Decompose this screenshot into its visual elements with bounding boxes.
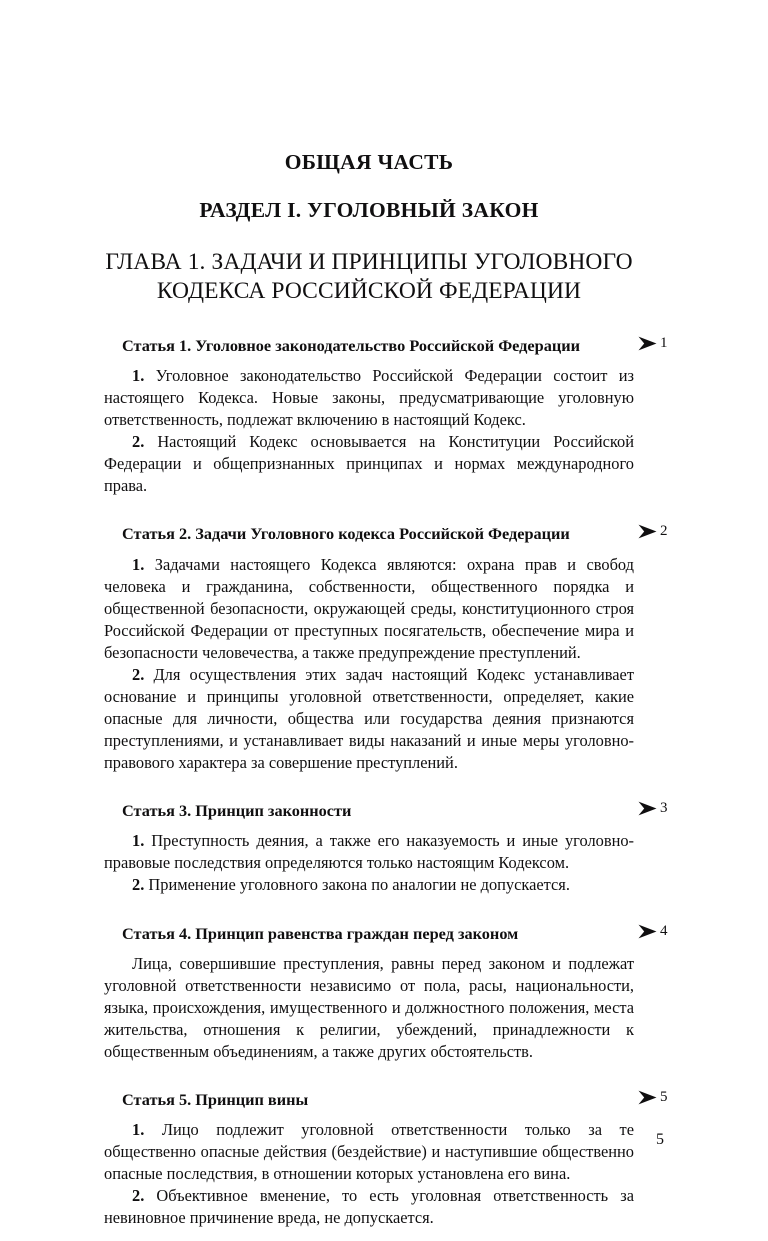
article-block	[104, 922, 668, 1063]
right-arrowhead-icon	[638, 524, 657, 539]
paragraph-text: Лицо подлежит уголовной ответственности только за те общественно опасные действия (бездействие) и наступившие общественно опасные последствия, в отношении которых установлена его вина.	[104, 1120, 634, 1184]
marker-number: 1	[660, 334, 668, 351]
paragraph-number: 1.	[132, 554, 145, 574]
paragraph-number: 2.	[132, 432, 145, 452]
article-paragraph	[104, 874, 634, 896]
article-heading: Статья 4. Принцип равенства граждан перед законом	[122, 923, 519, 943]
article-heading: Статья 1. Уголовное законодательство Российской Федерации	[122, 335, 580, 355]
part-heading: ОБЩАЯ ЧАСТЬ	[284, 150, 454, 174]
article-heading: Статья 5. Принцип вины	[122, 1090, 309, 1109]
paragraph-text: Преступность деяния, а также его наказуемость и иные уголовно-правовые последствия определяются только настоящим Кодексом.	[104, 831, 634, 873]
paragraph-number: 1.	[132, 1120, 145, 1140]
marker-number: 2	[660, 523, 668, 540]
article-heading: Статья 2. Задачи Уголовного кодекса Российской Федерации	[122, 524, 570, 544]
article-paragraph	[104, 554, 634, 664]
text-column	[104, 0, 668, 1229]
paragraph-text: Уголовное законодательство Российской Федерации состоит из настоящего Кодекса. Новые законы, предусматривающие уголовную ответственность, подлежат включению в настоящий Кодекс.	[104, 365, 634, 430]
marker-number: 4	[660, 922, 668, 939]
chapter-heading-line1: ГЛАВА 1. ЗАДАЧИ И ПРИНЦИПЫ УГОЛОВНОГО	[105, 248, 633, 275]
right-arrowhead-icon	[638, 924, 657, 939]
paragraph-number: 2.	[132, 875, 145, 895]
margin-marker	[638, 336, 698, 351]
right-arrowhead-icon	[638, 801, 657, 816]
chapter-heading-line2: КОДЕКСА РОССИЙСКОЙ ФЕДЕРАЦИИ	[156, 278, 582, 305]
margin-marker	[638, 1090, 698, 1105]
chapter-heading	[96, 224, 642, 307]
paragraph-text: Лица, совершившие преступления, равны перед законом и подлежат уголовной ответственности независимо от пола, расы, национальности, языка, происхождения, имущественного и должностного положения, места жительства, отношения к религии, убеждений, принадлежности к общественным объединениям, а также других обстоятельств.	[104, 953, 634, 1061]
page-number: 5	[656, 1131, 664, 1148]
paragraph-text: Применение уголовного закона по аналогии не допускается.	[148, 875, 570, 895]
right-arrowhead-icon	[638, 1090, 657, 1105]
article-heading: Статья 3. Принцип законности	[122, 801, 352, 821]
paragraph-text: Настоящий Кодекс основывается на Конституции Российской Федерации и общепризнанных принципах и нормах международного права.	[104, 432, 634, 496]
right-arrowhead-icon	[638, 336, 657, 351]
paragraph-text: Объективное вменение, то есть уголовная ответственность за невиновное причинение вреда, не допускается.	[104, 1186, 634, 1228]
marker-number: 5	[660, 1089, 668, 1105]
paragraph-number: 2.	[132, 1186, 145, 1206]
margin-marker	[638, 801, 698, 816]
marker-number: 3	[660, 800, 668, 817]
paragraph-number: 2.	[132, 664, 145, 684]
article-paragraph	[104, 830, 634, 874]
article-paragraph	[104, 953, 634, 1063]
article-block	[104, 334, 668, 498]
paragraph-number: 1.	[132, 831, 145, 851]
article-paragraph	[104, 365, 634, 431]
article-block	[104, 1089, 668, 1229]
article-paragraph	[104, 1119, 634, 1185]
paragraph-text: Задачами настоящего Кодекса являются: охрана прав и свобод человека и гражданина, собственности, общественного порядка и общественной безопасности, окружающей среды, конституционного строя Российской Федерации от преступных посягательств, обеспечение мира и безопасности человечества, а также предупреждение преступлений.	[104, 554, 634, 662]
article-paragraph	[104, 431, 634, 497]
article-paragraph	[104, 664, 634, 774]
paragraph-number: 1.	[132, 365, 145, 385]
margin-marker	[638, 524, 698, 539]
margin-marker	[638, 924, 698, 939]
article-block	[104, 800, 668, 896]
paragraph-text: Для осуществления этих задач настоящий Кодекс устанавливает основание и принципы уголовной ответственности, определяет, какие опасные для личности, общества или государства деяния признаются преступлениями, и устанавливает виды наказаний и иные меры уголовно-правового характера за совершение преступлений.	[104, 664, 634, 773]
article-paragraph	[104, 1185, 634, 1229]
article-block	[104, 523, 668, 774]
section-heading: РАЗДЕЛ I. УГОЛОВНЫЙ ЗАКОН	[199, 197, 539, 222]
